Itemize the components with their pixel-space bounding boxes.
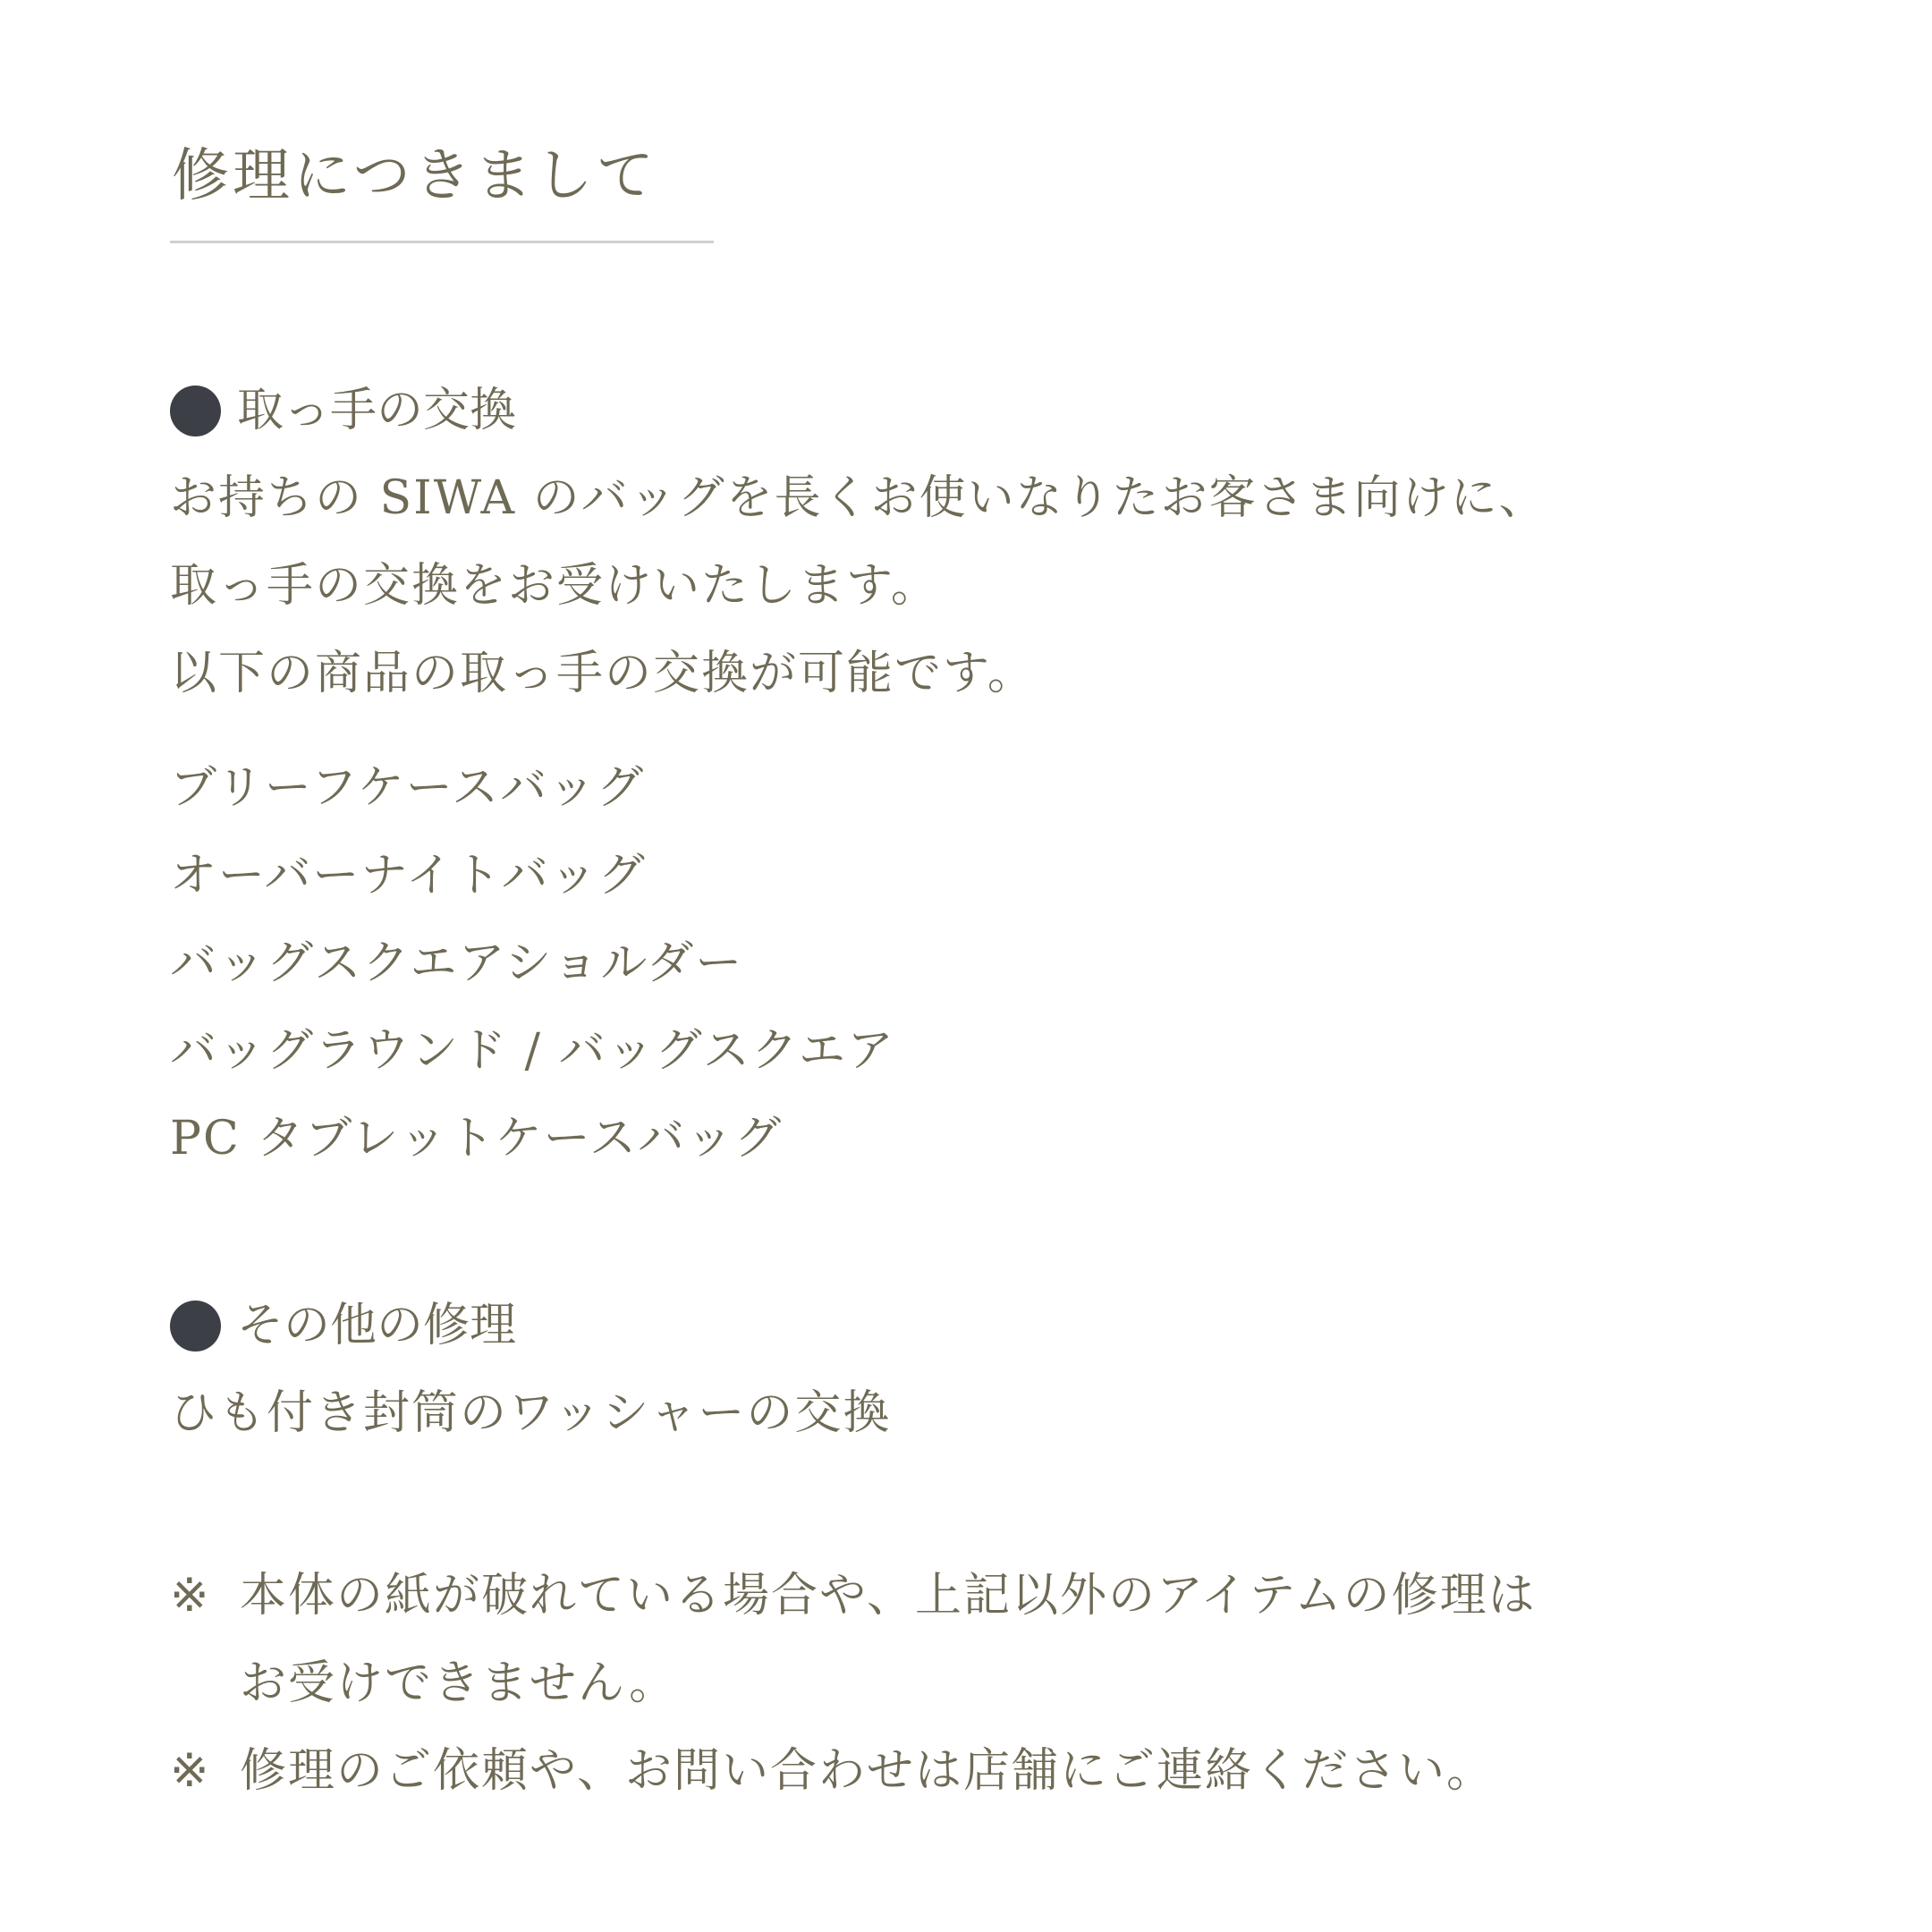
note-mark: ※ (170, 1569, 211, 1623)
repair-info-page (170, 143, 1780, 1798)
page-title: 修理につきまして (172, 143, 657, 209)
bullet-icon (170, 1301, 221, 1352)
product-list-item: バッグラウンド / バッグスクエア (170, 1024, 896, 1078)
other-repair-heading (170, 1282, 1780, 1369)
other-repair-line: ひも付き封筒のワッシャーの交換 (170, 1386, 892, 1440)
note-item (170, 1552, 1780, 1727)
product-list-item: PC タブレットケースバッグ (170, 1112, 784, 1165)
section-heading-text: 取っ手の交換 (237, 384, 517, 437)
bullet-icon (170, 386, 221, 436)
notes-section (170, 1552, 1780, 1815)
note-text: 本体の紙が破れている場合や、上記以外のアイテムの修理は お受けできません。 (240, 1569, 1537, 1710)
product-list-item: オーバーナイトバッグ (170, 849, 647, 902)
product-list-item: ブリーフケースバッグ (170, 761, 646, 815)
handle-replacement-section (170, 367, 1780, 1182)
handle-description-line: 以下の商品の取っ手の交換が可能です。 (170, 647, 1036, 700)
title-underline (170, 241, 714, 243)
handle-description-line: お持ちの SIWA のバッグを長くお使いなりたお客さま向けに、 (170, 471, 1547, 525)
section-heading-text: その他の修理 (237, 1299, 517, 1352)
handle-replacement-heading (170, 367, 1780, 454)
note-text: 修理のご依頼や、お問い合わせは店舗にご連絡ください。 (240, 1744, 1495, 1798)
handle-description-line: 取っ手の交換をお受けいたします。 (170, 559, 939, 613)
note-mark: ※ (170, 1744, 211, 1798)
other-repair-section (170, 1282, 1780, 1457)
product-list-item: バッグスクエアショルダー (170, 936, 744, 990)
note-item (170, 1727, 1780, 1815)
